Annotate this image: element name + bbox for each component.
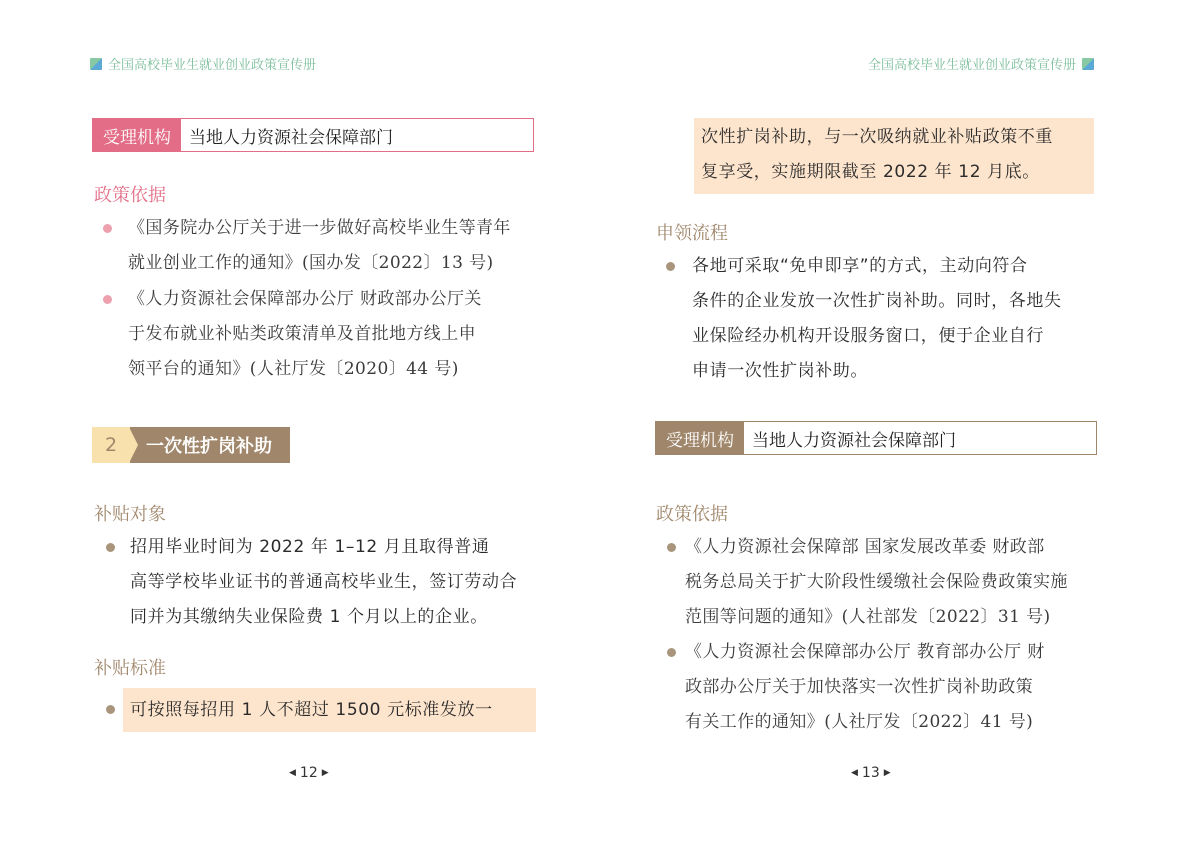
next-triangle-icon: ▶ xyxy=(321,768,329,778)
policy-line: 《人力资源社会保障部办公厅 教育部办公厅 财 xyxy=(685,642,1045,662)
header-title: 全国高校毕业生就业创业政策宣传册 xyxy=(108,58,317,73)
bullet-dot xyxy=(666,262,675,271)
process-line: 申请一次性扩岗补助。 xyxy=(692,361,868,381)
subsidy-target-title: 补贴对象 xyxy=(94,504,166,525)
continuation-highlight xyxy=(694,118,1094,194)
agency-value: 当地人力资源社会保障部门 xyxy=(752,430,956,451)
policy-line: 《人力资源社会保障部 国家发展改革委 财政部 xyxy=(685,537,1045,557)
left-policy-basis-title: 政策依据 xyxy=(94,185,166,206)
left-header xyxy=(90,54,316,73)
left-policy-item-2 xyxy=(103,282,543,387)
left-policy-item-1 xyxy=(103,211,543,281)
right-policy-item-1 xyxy=(667,530,1107,635)
section-number: 2 xyxy=(92,427,130,463)
policy-line: 有关工作的通知》(人社厅发〔2022〕41 号) xyxy=(685,712,1034,732)
policy-line: 就业创业工作的通知》(国办发〔2022〕13 号) xyxy=(128,253,494,273)
policy-line: 于发布就业补贴类政策清单及首批地方线上申 xyxy=(128,324,476,344)
policy-line: 税务总局关于扩大阶段性缓缴社会保险费政策实施 xyxy=(685,572,1068,592)
bullet-dot xyxy=(103,295,112,304)
subsidy-standard-item xyxy=(106,688,536,732)
continuation-line: 复享受，实施期限截至 2022 年 12 月底。 xyxy=(701,162,1040,182)
right-page-number: ◀ 13 ▶ xyxy=(851,765,891,781)
left-page-number: ◀ 12 ▶ xyxy=(289,765,329,781)
policy-line: 《人力资源社会保障部办公厅 财政部办公厅关 xyxy=(128,289,482,309)
standard-highlight xyxy=(123,688,536,732)
prev-triangle-icon: ◀ xyxy=(851,768,858,778)
header-title: 全国高校毕业生就业创业政策宣传册 xyxy=(867,58,1076,73)
agency-value: 当地人力资源社会保障部门 xyxy=(189,127,393,148)
subsidy-target-item xyxy=(106,530,546,635)
bullet-dot xyxy=(667,543,676,552)
process-title: 申领流程 xyxy=(656,223,728,244)
right-page xyxy=(594,0,1188,850)
right-agency-box xyxy=(655,421,1097,455)
agency-tag: 受理机构 xyxy=(93,119,181,151)
bullet-dot xyxy=(667,648,676,657)
arrow-icon xyxy=(129,427,138,463)
continuation-line: 次性扩岗补助，与一次吸纳就业补贴政策不重 xyxy=(701,127,1053,147)
next-triangle-icon: ▶ xyxy=(883,768,891,778)
process-line: 条件的企业发放一次性扩岗补助。同时，各地失 xyxy=(692,291,1062,311)
target-line: 同并为其缴纳失业保险费 1 个月以上的企业。 xyxy=(130,607,488,627)
section-title: 一次性扩岗补助 xyxy=(146,436,272,457)
policy-line: 《国务院办公厅关于进一步做好高校毕业生等青年 xyxy=(128,218,511,238)
prev-triangle-icon: ◀ xyxy=(289,768,296,778)
left-agency-box xyxy=(92,118,534,152)
target-line: 招用毕业时间为 2022 年 1–12 月且取得普通 xyxy=(130,537,490,557)
right-policy-basis-title: 政策依据 xyxy=(656,504,728,525)
policy-line: 政部办公厅关于加快落实一次性扩岗补助政策 xyxy=(685,677,1033,697)
process-line: 业保险经办机构开设服务窗口，便于企业自行 xyxy=(692,326,1044,346)
right-policy-item-2 xyxy=(667,635,1107,740)
process-line: 各地可采取“免申即享”的方式，主动向符合 xyxy=(692,256,1028,276)
bullet-dot xyxy=(106,705,115,714)
standard-line: 可按照每招用 1 人不超过 1500 元标准发放一 xyxy=(130,700,493,720)
section-heading xyxy=(92,427,290,463)
agency-tag: 受理机构 xyxy=(656,422,744,454)
process-item xyxy=(666,249,1106,389)
policy-line: 领平台的通知》(人社厅发〔2020〕44 号) xyxy=(128,359,459,379)
header-square-icon xyxy=(90,58,102,70)
header-square-icon xyxy=(1082,58,1094,70)
subsidy-standard-title: 补贴标准 xyxy=(94,658,166,679)
target-line: 高等学校毕业证书的普通高校毕业生，签订劳动合 xyxy=(130,572,518,592)
right-header xyxy=(868,54,1094,73)
policy-line: 范围等问题的通知》(人社部发〔2022〕31 号) xyxy=(685,607,1051,627)
bullet-dot xyxy=(106,543,115,552)
bullet-dot xyxy=(103,224,112,233)
